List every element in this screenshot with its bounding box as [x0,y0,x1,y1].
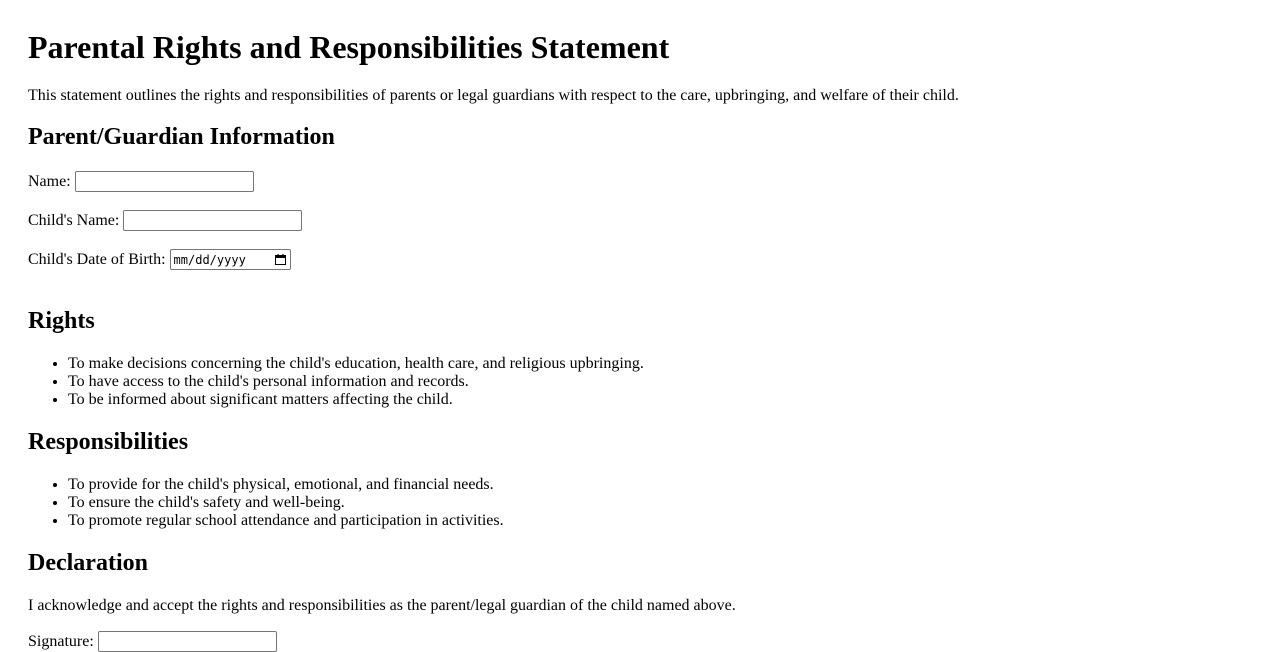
signature-input[interactable] [98,631,277,652]
list-item: • To be informed about significant matters affecting the child. [68,391,644,409]
list-item: • To ensure the child's safety and well-being. [68,494,504,512]
dob-date-input[interactable] [170,249,291,270]
list-item: • To provide for the child's physical, emotional, and financial needs. [68,476,504,494]
rights-heading: Rights [28,308,95,334]
child-name-row [28,210,302,231]
name-row [28,171,254,192]
list-item: • To make decisions concerning the child's education, health care, and religious upbringing. [68,355,644,373]
name-input[interactable] [75,171,254,192]
child-name-input[interactable] [123,210,302,231]
rights-list [28,355,644,409]
dob-row [28,249,291,270]
signature-row [28,631,277,652]
responsibilities-heading: Responsibilities [28,429,189,455]
declaration-heading: Declaration [28,550,148,576]
list-item: • To promote regular school attendance and participation in activities. [68,512,504,530]
intro-text: This statement outlines the rights and responsibilities of parents or legal guardians with respect to the care, upbringing, and welfare of their child. [28,87,959,104]
list-item: • To have access to the child's personal information and records. [68,373,644,391]
name-label: Name: [28,172,71,190]
dob-label: Child's Date of Birth: [28,250,166,268]
calendar-icon[interactable] [275,254,286,265]
page-title: Parental Rights and Responsibilities Statement [28,29,670,65]
dob-placeholder: mm/dd/yyyy [173,252,246,267]
responsibilities-list [28,476,504,530]
child-name-label: Child's Name: [28,211,120,229]
declaration-text: I acknowledge and accept the rights and responsibilities as the parent/legal guardian of the child named above. [28,597,736,614]
signature-label: Signature: [28,632,94,650]
parent-info-heading: Parent/Guardian Information [28,124,335,150]
